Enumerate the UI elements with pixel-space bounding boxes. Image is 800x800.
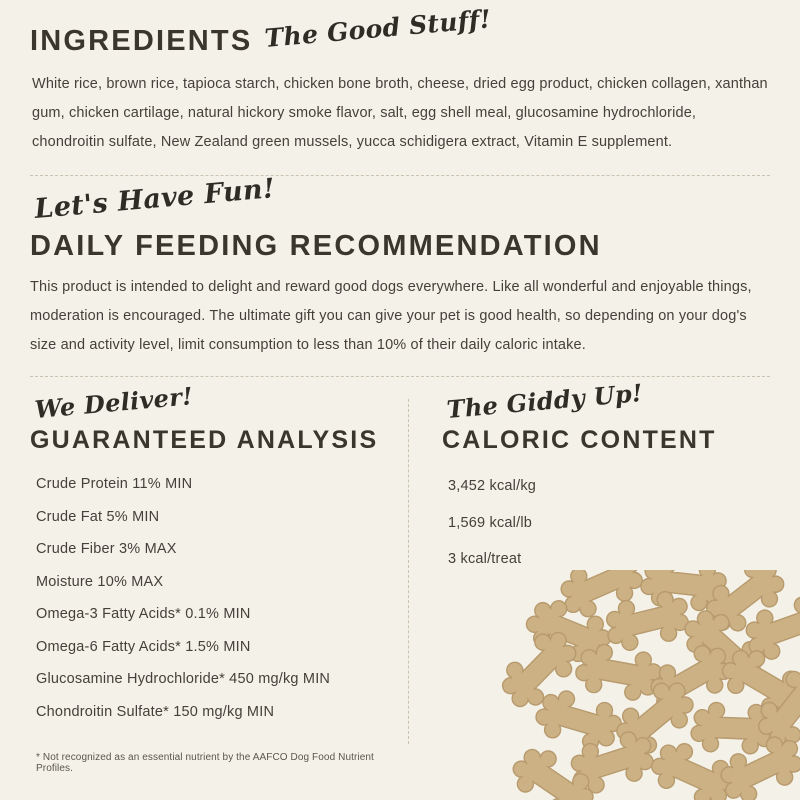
analysis-script-label: We Deliver!: [33, 381, 195, 424]
ingredients-title: INGREDIENTS: [30, 25, 253, 57]
analysis-list: [30, 468, 390, 728]
feeding-script-label: Let's Have Fun!: [33, 173, 277, 225]
caloric-content-section: [410, 377, 770, 775]
feeding-section: [30, 173, 770, 376]
list-item: 3,452 kcal/kg: [448, 478, 537, 495]
list-item: Glucosamine Hydrochloride* 450 mg/kg MIN: [36, 671, 331, 688]
list-item: Omega-3 Fatty Acids* 0.1% MIN: [36, 606, 251, 623]
ingredients-body: White rice, brown rice, tapioca starch, chicken bone broth, cheese, dried egg product, chicken collagen, xanthan gum, chicken cartilage, natural hickory smoke flavor, salt, egg shell meal, glucosamine hydrochloride, chondroitin sulfate, New Zealand green mussels, yucca schidigera extract, Vitamin E supplement.: [32, 76, 768, 150]
analysis-caloric-columns: [30, 377, 770, 775]
feeding-body: This product is intended to delight and reward good dogs everywhere. Like all wonderful and enjoyable things, moderation is encouraged. The ultimate gift you can give your pet is good health, so depending on your dog's size and activity level, limit consumption to less than 10% of their daily caloric intake.: [30, 278, 752, 353]
list-item: Moisture 10% MAX: [36, 573, 164, 590]
list-item: Omega-6 Fatty Acids* 1.5% MIN: [36, 638, 251, 655]
list-item: 1,569 kcal/lb: [448, 514, 533, 531]
caloric-script-label: The Giddy Up!: [445, 377, 644, 424]
feeding-title: DAILY FEEDING RECOMMENDATION: [30, 230, 602, 262]
analysis-title: GUARANTEED ANALYSIS: [30, 425, 379, 454]
list-item: Crude Fiber 3% MAX: [36, 541, 177, 558]
ingredients-script-label: The Good Stuff!: [263, 4, 493, 53]
caloric-title: CALORIC CONTENT: [442, 425, 717, 454]
list-item: Chondroitin Sulfate* 150 mg/kg MIN: [36, 703, 275, 720]
list-item: Crude Fat 5% MIN: [36, 508, 160, 525]
caloric-list: [442, 468, 770, 578]
guaranteed-analysis-section: [30, 381, 408, 775]
list-item: 3 kcal/treat: [448, 551, 522, 568]
analysis-footnote: * Not recognized as an essential nutrient by the AAFCO Dog Food Nutrient Profiles.: [36, 752, 374, 775]
list-item: Crude Protein 11% MIN: [36, 476, 193, 493]
ingredients-header: [30, 0, 770, 56]
ingredients-section: [30, 0, 770, 175]
